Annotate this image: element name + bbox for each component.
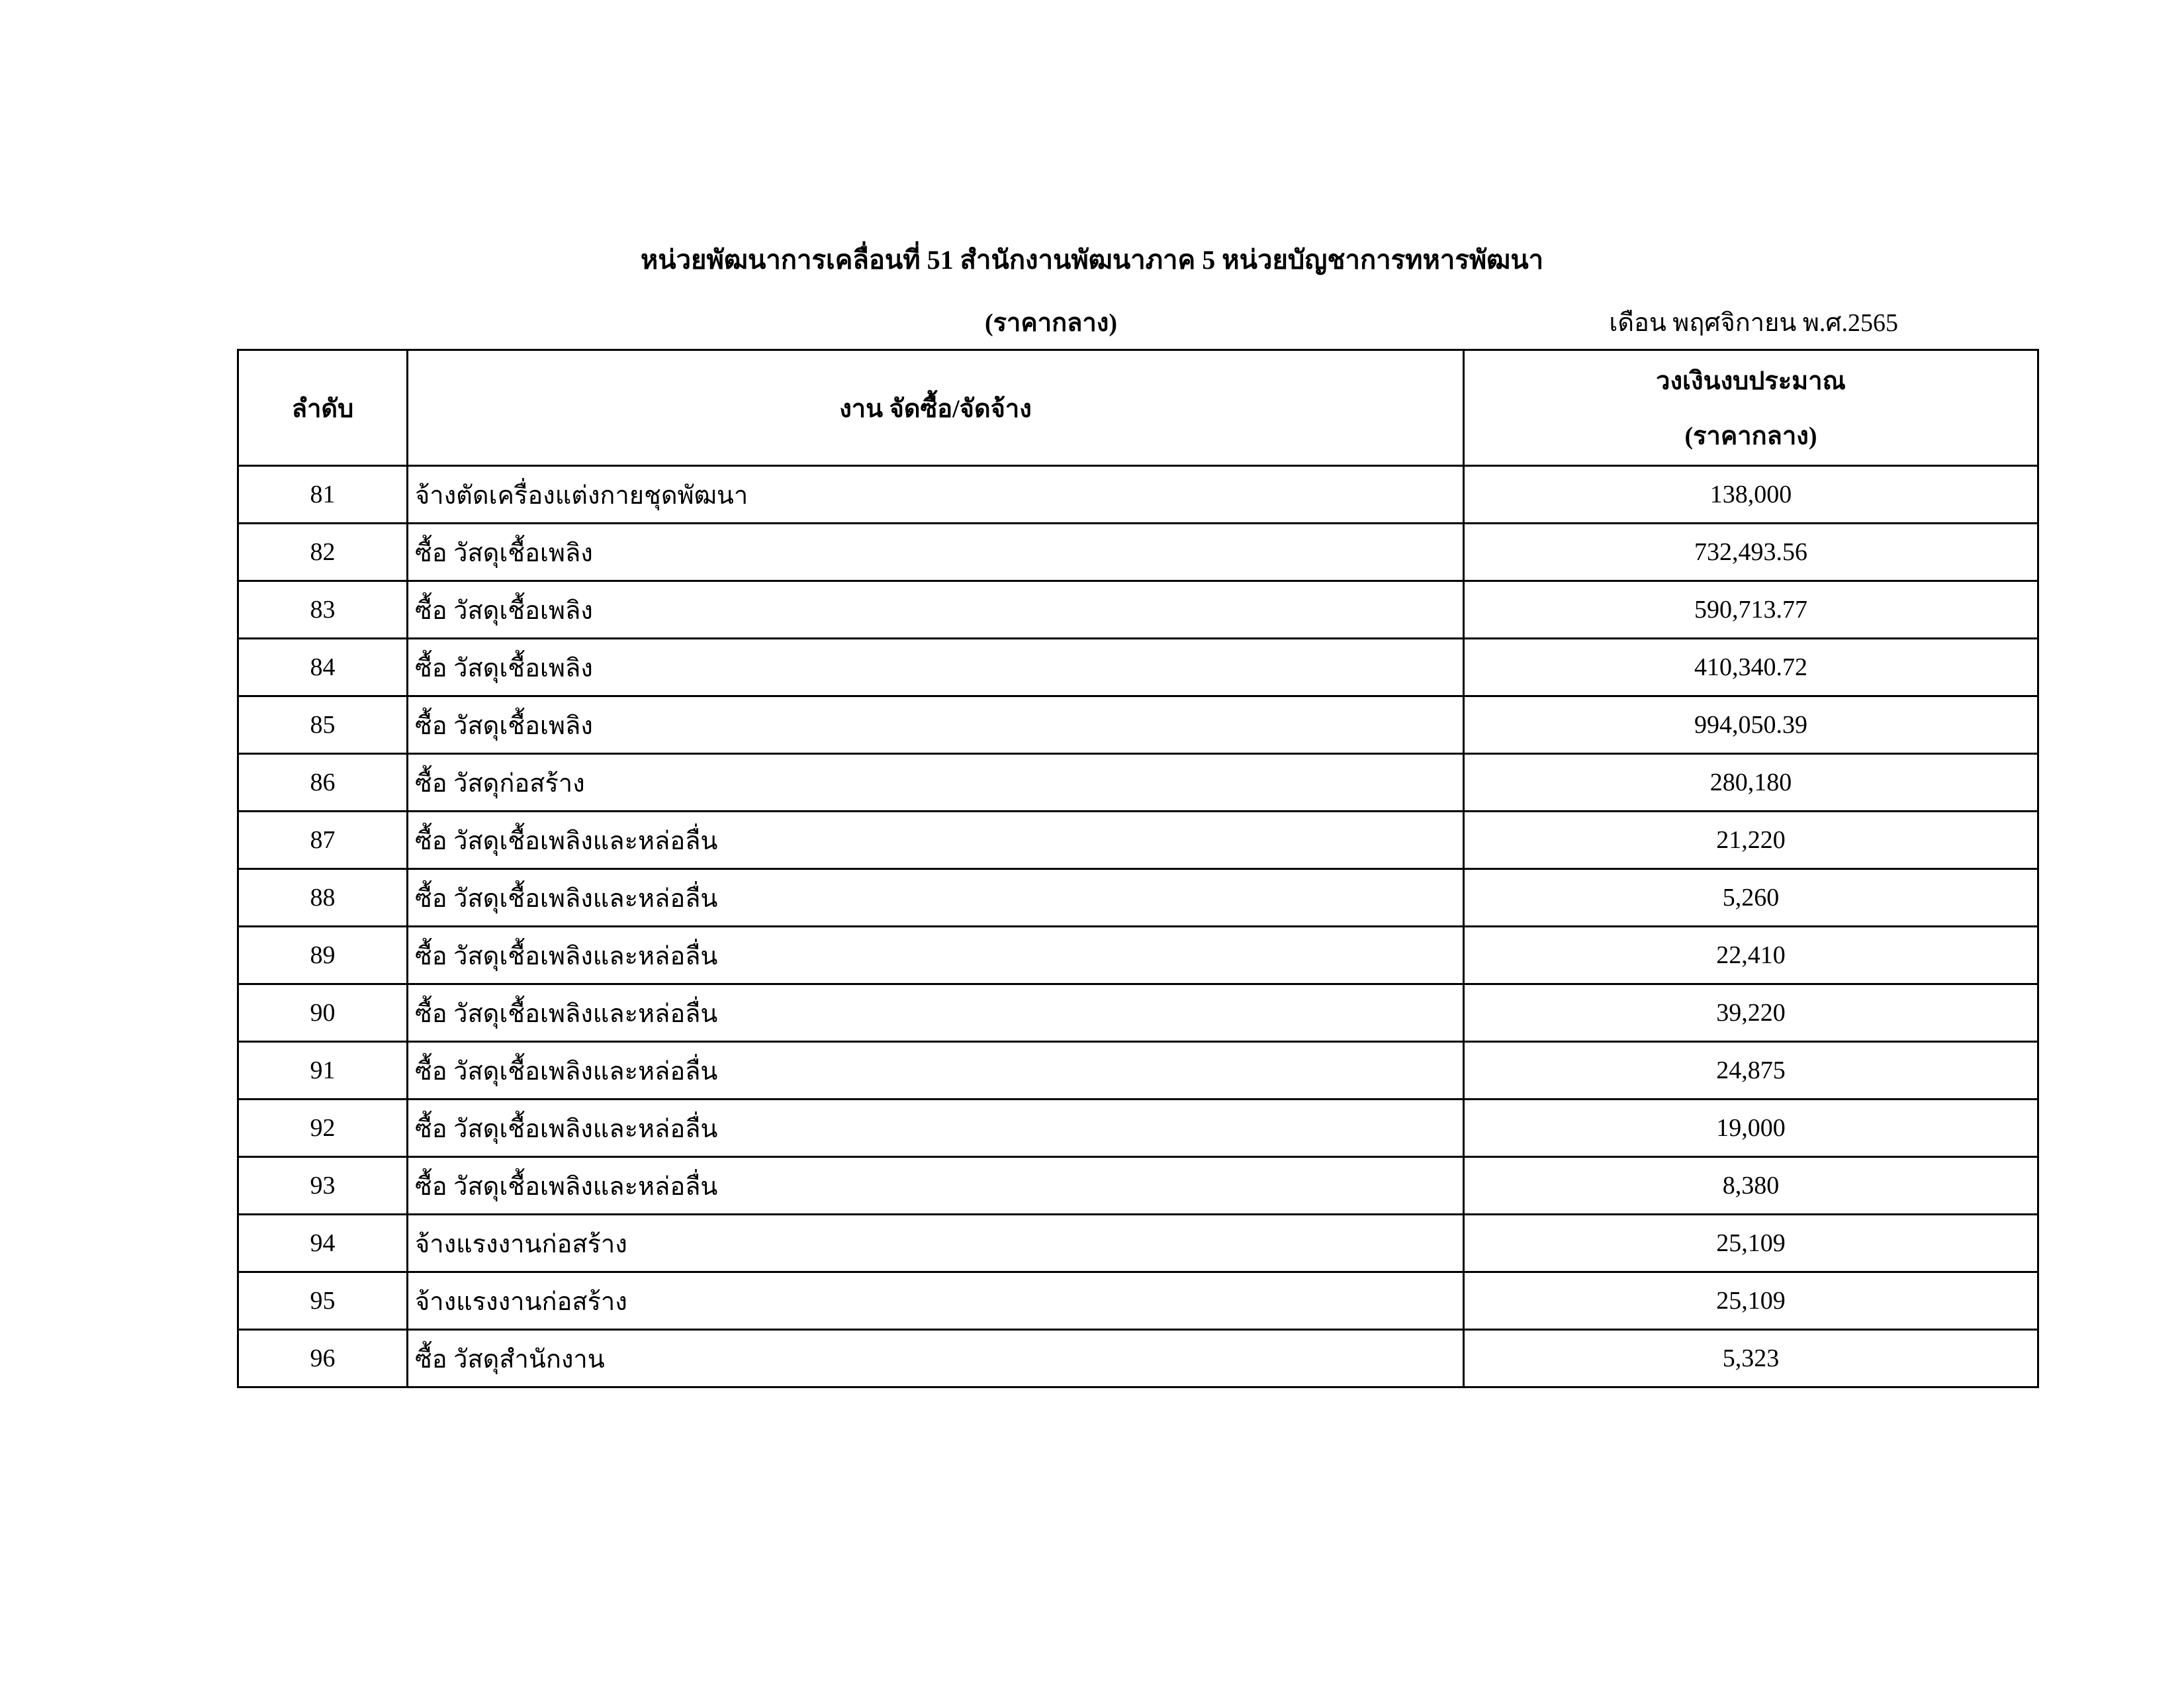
row-task-cell: ซื้อ วัสดุสำนักงาน (408, 1330, 1464, 1387)
table-row (238, 754, 2038, 812)
subtitle-median-price: (ราคากลาง) (984, 309, 1117, 337)
row-amount-cell: 19,000 (1464, 1100, 2038, 1157)
row-task-cell: ซื้อ วัสดุเชื้อเพลิงและหล่อลื่น (408, 869, 1464, 927)
row-amount-cell: 21,220 (1464, 812, 2038, 869)
row-amount-cell: 138,000 (1464, 466, 2038, 524)
row-task-cell: ซื้อ วัสดุเชื้อเพลิงและหล่อลื่น (408, 927, 1464, 984)
row-number-cell: 90 (238, 984, 408, 1042)
row-number-cell: 96 (238, 1330, 408, 1387)
row-amount-cell: 24,875 (1464, 1042, 2038, 1100)
table-row (238, 696, 2038, 754)
row-number-cell: 89 (238, 927, 408, 984)
row-number-cell: 88 (238, 869, 408, 927)
table-row (238, 1330, 2038, 1387)
table-row (238, 1215, 2038, 1272)
table-row (238, 639, 2038, 696)
row-task-cell: ซื้อ วัสดุเชื้อเพลิงและหล่อลื่น (408, 984, 1464, 1042)
row-number-cell: 81 (238, 466, 408, 524)
table-row (238, 984, 2038, 1042)
row-amount-cell: 25,109 (1464, 1215, 2038, 1272)
row-task-cell: ซื้อ วัสดุเชื้อเพลิง (408, 639, 1464, 696)
row-amount-cell: 5,260 (1464, 869, 2038, 927)
column-header-budget-line1: วงเงินงบประมาณ (1656, 367, 1846, 395)
row-number-cell: 93 (238, 1157, 408, 1215)
row-task-cell: จ้างแรงงานก่อสร้าง (408, 1272, 1464, 1330)
row-number-cell: 92 (238, 1100, 408, 1157)
table-row (238, 869, 2038, 927)
table-row (238, 1100, 2038, 1157)
row-task-cell: ซื้อ วัสดุเชื้อเพลิง (408, 524, 1464, 581)
row-number-cell: 91 (238, 1042, 408, 1100)
table-row (238, 1042, 2038, 1100)
row-amount-cell: 410,340.72 (1464, 639, 2038, 696)
table-row (238, 466, 2038, 524)
row-task-cell: ซื้อ วัสดุเชื้อเพลิง (408, 696, 1464, 754)
row-task-cell: ซื้อ วัสดุเชื้อเพลิงและหล่อลื่น (408, 812, 1464, 869)
row-amount-cell: 280,180 (1464, 754, 2038, 812)
page-title: หน่วยพัฒนาการเคลื่อนที่ 51 สำนักงานพัฒนาภาค 5 หน่วยบัญชาการทหารพัฒนา (640, 245, 1544, 275)
month-label: เดือน พฤศจิกายน พ.ศ.2565 (1609, 309, 1898, 337)
row-amount-cell: 25,109 (1464, 1272, 2038, 1330)
row-task-cell: ซื้อ วัสดุเชื้อเพลิงและหล่อลื่น (408, 1100, 1464, 1157)
procurement-table (237, 349, 2039, 1388)
column-header-budget-line2: (ราคากลาง) (1684, 422, 1817, 450)
table-row (238, 927, 2038, 984)
table-row (238, 581, 2038, 639)
table-row (238, 1272, 2038, 1330)
column-header-budget (1464, 350, 2038, 466)
row-number-cell: 82 (238, 524, 408, 581)
row-amount-cell: 994,050.39 (1464, 696, 2038, 754)
table-row (238, 524, 2038, 581)
column-header-task: งาน จัดซื้อ/จัดจ้าง (408, 350, 1464, 466)
table-row (238, 1157, 2038, 1215)
row-number-cell: 87 (238, 812, 408, 869)
row-number-cell: 86 (238, 754, 408, 812)
row-amount-cell: 590,713.77 (1464, 581, 2038, 639)
row-amount-cell: 732,493.56 (1464, 524, 2038, 581)
row-task-cell: จ้างแรงงานก่อสร้าง (408, 1215, 1464, 1272)
row-amount-cell: 8,380 (1464, 1157, 2038, 1215)
subtitle-row (237, 302, 2037, 335)
table-body (238, 466, 2038, 1387)
row-task-cell: ซื้อ วัสดุเชื้อเพลิง (408, 581, 1464, 639)
table-header-row (238, 350, 2038, 466)
row-amount-cell: 39,220 (1464, 984, 2038, 1042)
row-amount-cell: 22,410 (1464, 927, 2038, 984)
row-amount-cell: 5,323 (1464, 1330, 2038, 1387)
row-task-cell: ซื้อ วัสดุก่อสร้าง (408, 754, 1464, 812)
column-header-no: ลำดับ (238, 350, 408, 466)
row-number-cell: 95 (238, 1272, 408, 1330)
row-number-cell: 94 (238, 1215, 408, 1272)
row-task-cell: จ้างตัดเครื่องแต่งกายชุดพัฒนา (408, 466, 1464, 524)
row-number-cell: 85 (238, 696, 408, 754)
table-row (238, 812, 2038, 869)
row-task-cell: ซื้อ วัสดุเชื้อเพลิงและหล่อลื่น (408, 1157, 1464, 1215)
row-number-cell: 84 (238, 639, 408, 696)
row-task-cell: ซื้อ วัสดุเชื้อเพลิงและหล่อลื่น (408, 1042, 1464, 1100)
row-number-cell: 83 (238, 581, 408, 639)
